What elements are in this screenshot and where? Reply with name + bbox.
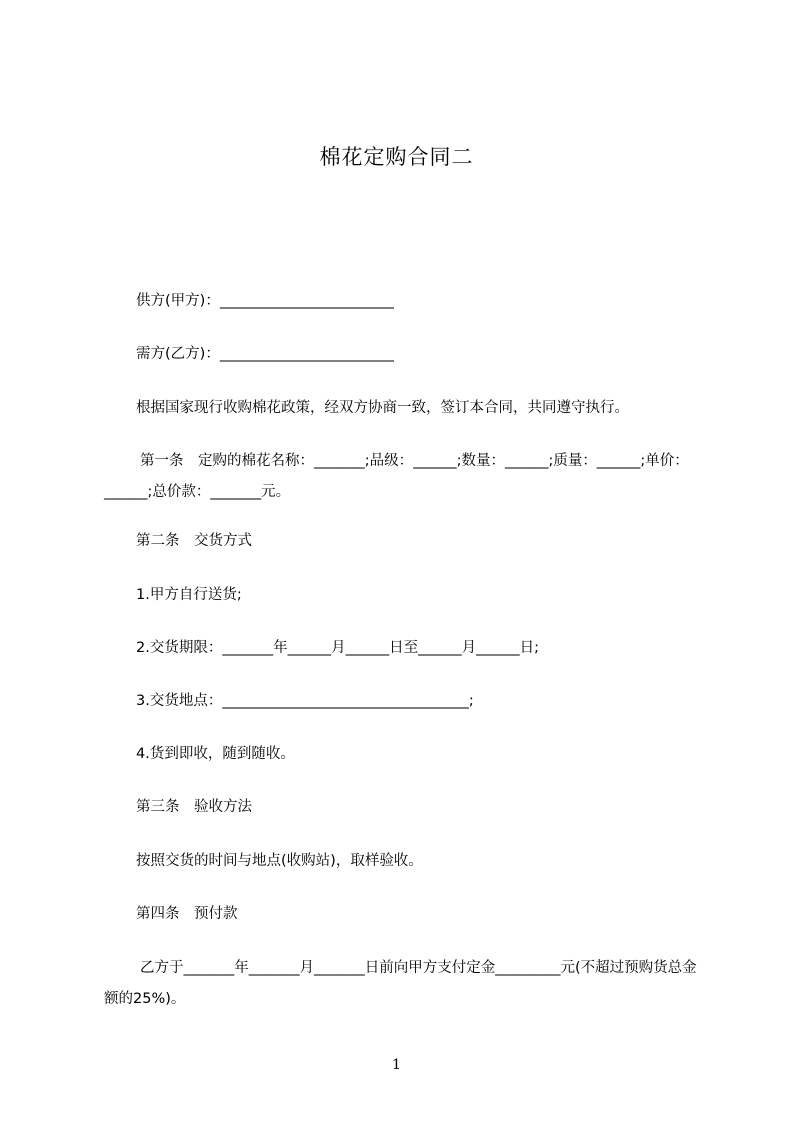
delivery-item-2: 2.交货期限：_______年______月______日至______月______日; <box>136 640 539 656</box>
delivery-item-1: 1.甲方自行送货; <box>136 587 242 603</box>
article-2-heading: 第二条 交货方式 <box>136 533 252 549</box>
party-a-line: 供方(甲方)：________________________ <box>136 293 394 309</box>
delivery-item-4: 4.货到即收，随到随收。 <box>136 746 295 762</box>
preamble-paragraph: 根据国家现行收购棉花政策，经双方协商一致，签订本合同，共同遵守执行。 <box>136 400 629 416</box>
prepayment-paragraph: 乙方于_______年_______月_______日前向甲方支付定金_________元(不超过预购货总金额的25%)。 <box>104 960 697 1007</box>
document-title: 棉花定购合同二 <box>319 145 474 169</box>
article-4-heading: 第四条 预付款 <box>136 906 238 922</box>
page-number: 1 <box>392 1057 401 1073</box>
article-3-heading: 第三条 验收方法 <box>136 799 252 815</box>
party-b-line: 需方(乙方)：________________________ <box>136 346 394 362</box>
delivery-item-3: 3.交货地点：__________________________________; <box>136 693 474 709</box>
inspection-paragraph: 按照交货的时间与地点(收购站)，取样验收。 <box>136 853 423 869</box>
article-1-paragraph: 第一条 定购的棉花名称：_______;品级：______;数量：______;质量：______;单价：______;总价款：_______元。 <box>104 453 689 500</box>
